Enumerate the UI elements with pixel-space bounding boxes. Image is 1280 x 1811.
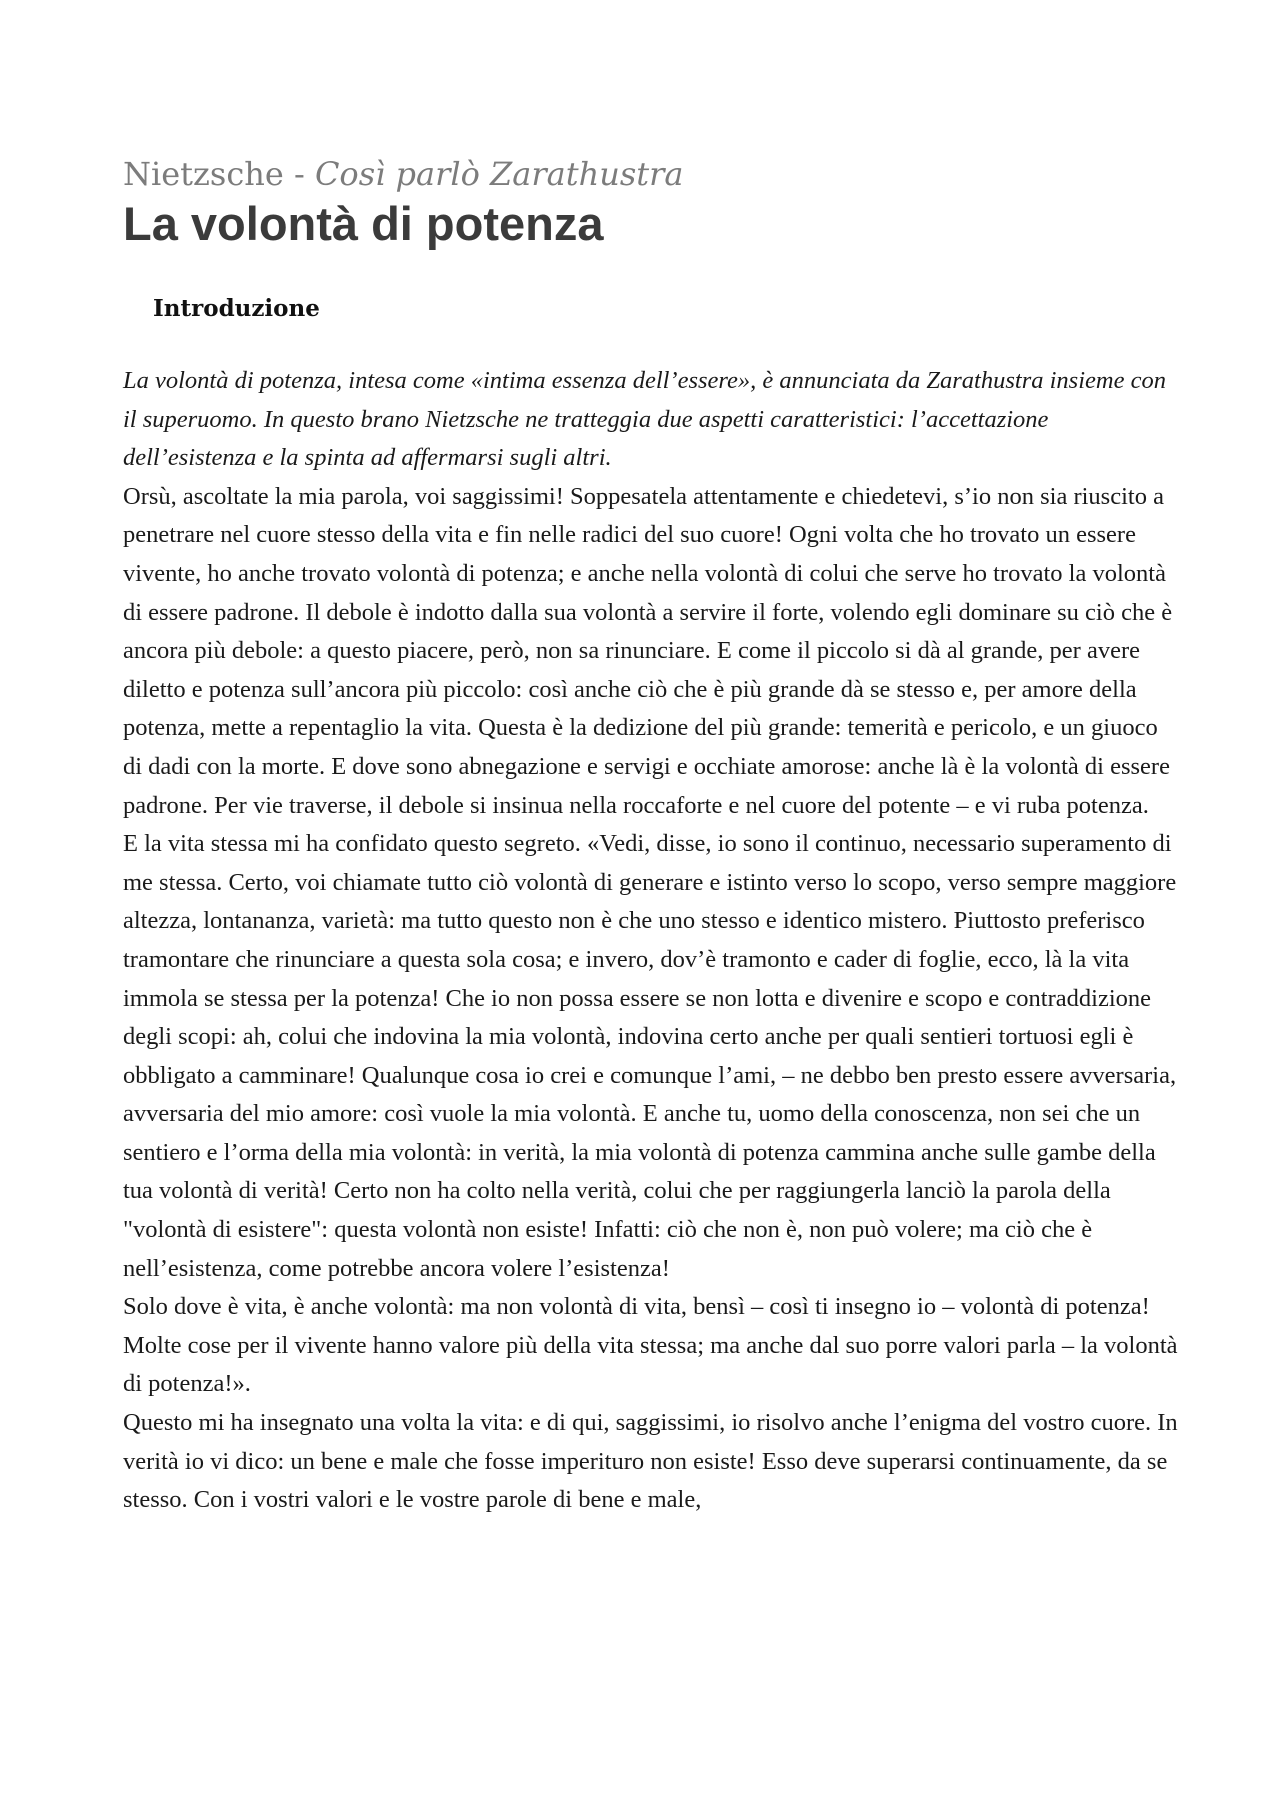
work-title: Così parlò Zarathustra bbox=[314, 155, 684, 193]
document-page bbox=[123, 152, 1178, 1520]
paragraph-1: Orsù, ascoltate la mia parola, voi saggissimi! Soppesatela attentamente e chiedetevi, s’io non sia riuscito a penetrare nel cuore stesso della vita e fin nelle radici del suo cuore! Ogni volta che ho trovato un essere vivente, ho anche trovato volontà di potenza; e anche nella volontà di colui che serve ho trovato la volontà di essere padrone. Il debole è indotto dalla sua volontà a servire il forte, volendo egli dominare su ciò che è ancora più debole: a questo piacere, però, non sa rinunciare. E come il piccolo si dà al grande, per avere diletto e potenza sull’ancora più piccolo: così anche ciò che è più grande dà se stesso e, per amore della potenza, mette a repentaglio la vita. Questa è la dedizione del più grande: temerità e pericolo, e un giuoco di dadi con la morte. E dove sono abnegazione e servigi e occhiate amorose: anche là è la volontà di essere padrone. Per vie traverse, il debole si insinua nella roccaforte e nel cuore del potente – e vi ruba potenza. bbox=[123, 482, 1173, 819]
document-title: La volontà di potenza bbox=[123, 197, 604, 250]
paragraph-2: E la vita stessa mi ha confidato questo segreto. «Vedi, disse, io sono il continuo, necessario superamento di me stessa. Certo, voi chiamate tutto ciò volontà di generare e istinto verso lo scopo, verso sempre maggiore altezza, lontananza, varietà: ma tutto questo non è che uno stesso e identico mistero. Piuttosto preferisco tramontare che rinunciare a questa sola cosa; e invero, dov’è tramonto e cader di foglie, ecco, là la vita immola se stessa per la potenza! Che io non possa essere se non lotta e divenire e scopo e contraddizione degli scopi: ah, colui che indovina la mia volontà, indovina certo anche per quali sentieri tortuosi egli è obbligato a camminare! Qualunque cosa io crei e comunque l’ami, – ne debbo ben presto essere avversaria, avversaria del mio amore: così vuole la mia volontà. E anche tu, uomo della conoscenza, non sei che un sentiero e l’orma della mia volontà: in verità, la mia volontà di potenza cammina anche sulle gambe della tua volontà di verità! Certo non ha colto nella verità, colui che per raggiungerla lanciò la parola della "volontà di esistere": questa volontà non esiste! Infatti: ciò che non è, non può volere; ma ciò che è nell’esistenza, come potrebbe ancora volere l’esistenza! bbox=[123, 830, 1177, 1282]
intro-paragraph: La volontà di potenza, intesa come «intima essenza dell’essere», è annunciata da Zarathustra insieme con il superuomo. In questo brano Nietzsche ne tratteggia due aspetti caratteristici: l’accettazione dell’esistenza e la spinta ad affermarsi sugli altri. bbox=[123, 367, 1166, 472]
body-text bbox=[123, 362, 1178, 1520]
author-name: Nietzsche - bbox=[123, 155, 315, 193]
document-subtitle bbox=[123, 152, 1178, 196]
paragraph-3: Solo dove è vita, è anche volontà: ma non volontà di vita, bensì – così ti insegno io – volontà di potenza! Molte cose per il vivente hanno valore più della vita stessa; ma anche dal suo porre valori parla – la volontà di potenza!». bbox=[123, 1293, 1178, 1398]
paragraph-4: Questo mi ha insegnato una volta la vita: e di qui, saggissimi, io risolvo anche l’enigma del vostro cuore. In verità io vi dico: un bene e male che fosse imperituro non esiste! Esso deve superarsi continuamente, da se stesso. Con i vostri valori e le vostre parole di bene e male, bbox=[123, 1409, 1178, 1514]
section-heading: Introduzione bbox=[153, 295, 320, 322]
